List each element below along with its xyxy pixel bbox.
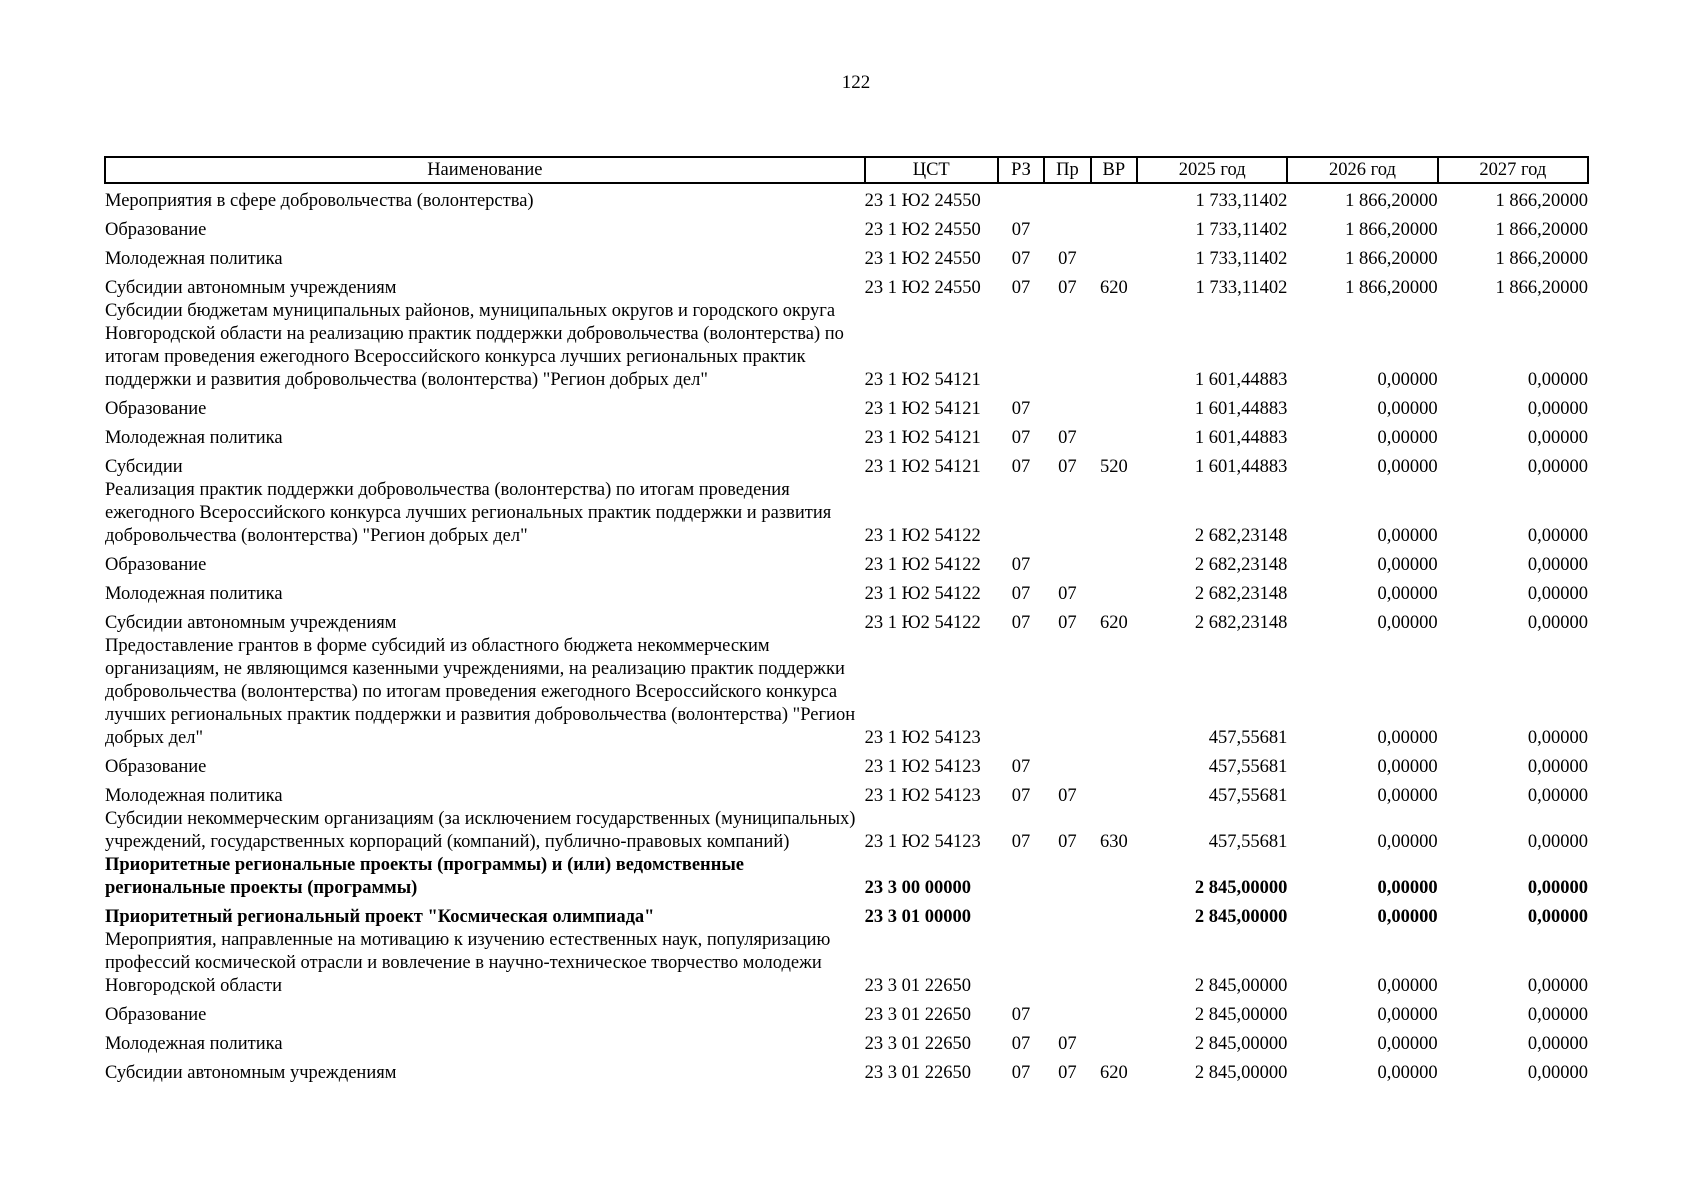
cell-2027: 0,00000 — [1527, 976, 1588, 996]
cell-rz: 07 — [1011, 1005, 1031, 1025]
cell-rz: 07 — [1011, 1034, 1031, 1054]
cell-2027: 0,00000 — [1527, 370, 1588, 390]
cell-2026: 0,00000 — [1377, 526, 1438, 546]
cell-vr — [1091, 929, 1137, 998]
table-row — [105, 392, 1588, 421]
cell-2025: 2 845,00000 — [1194, 907, 1288, 927]
cell-2025: 2 845,00000 — [1194, 976, 1288, 996]
table-row — [105, 779, 1588, 808]
cell-2026: 0,00000 — [1377, 832, 1438, 852]
cell-2026: 0,00000 — [1377, 399, 1438, 419]
cell-name: Образование — [105, 555, 207, 575]
cell-rz — [998, 929, 1044, 998]
cell-cst: 23 1 Ю2 24550 — [864, 191, 981, 211]
header-row — [105, 157, 1588, 183]
cell-cst: 23 3 01 00000 — [864, 907, 972, 927]
cell-cst: 23 1 Ю2 54121 — [864, 428, 981, 448]
cell-2027: 0,00000 — [1527, 878, 1588, 898]
cell-2026: 0,00000 — [1377, 1063, 1438, 1083]
table-row — [105, 479, 1588, 548]
cell-pr — [1044, 750, 1090, 779]
cell-2025: 457,55681 — [1208, 832, 1288, 852]
cell-rz — [998, 300, 1044, 392]
cell-pr — [1044, 854, 1090, 900]
table-row — [105, 271, 1588, 300]
cell-2027: 0,00000 — [1527, 526, 1588, 546]
header-2025: 2025 год — [1137, 157, 1287, 183]
cell-pr — [1044, 635, 1090, 750]
cell-cst: 23 1 Ю2 24550 — [864, 249, 981, 269]
cell-rz: 07 — [1011, 1063, 1031, 1083]
cell-2025: 1 733,11402 — [1195, 191, 1288, 211]
cell-2025: 2 845,00000 — [1194, 1063, 1288, 1083]
table-row — [105, 900, 1588, 929]
cell-vr — [1091, 998, 1137, 1027]
cell-cst: 23 1 Ю2 24550 — [864, 220, 981, 240]
cell-vr — [1091, 548, 1137, 577]
cell-2025: 457,55681 — [1208, 757, 1288, 777]
cell-pr — [1044, 392, 1090, 421]
cell-vr: 620 — [1099, 278, 1128, 298]
cell-name: Субсидии автономным учреждениям — [105, 1063, 397, 1083]
cell-2026: 1 866,20000 — [1345, 278, 1438, 298]
cell-rz: 07 — [1011, 278, 1031, 298]
cell-name: Мероприятия, направленные на мотивацию к изучению естественных наук, популяризацию профессий космической отрасли и вовлечение в научно-техническое творчество молодежи Новгородской области — [105, 930, 831, 996]
cell-rz: 07 — [1011, 457, 1031, 477]
cell-cst: 23 1 Ю2 54121 — [864, 457, 981, 477]
cell-name: Реализация практик поддержки добровольчества (волонтерства) по итогам проведения ежегодного Всероссийского конкурса лучших региональных практик поддержки и развития добровольчества (волонтерства) "Регион добрых дел" — [105, 480, 832, 546]
cell-cst: 23 1 Ю2 54123 — [864, 786, 981, 806]
cell-name: Субсидии некоммерческим организациям (за исключением государственных (муниципальных) учреждений, государственных корпораций (компаний), публично-правовых компаний) — [105, 809, 856, 852]
cell-pr — [1044, 900, 1090, 929]
cell-rz — [998, 479, 1044, 548]
header-2027: 2027 год — [1438, 157, 1588, 183]
cell-2025: 2 682,23148 — [1194, 613, 1288, 633]
cell-2027: 0,00000 — [1527, 786, 1588, 806]
cell-2025: 1 601,44883 — [1194, 428, 1288, 448]
cell-vr — [1091, 213, 1137, 242]
cell-pr: 07 — [1058, 832, 1077, 852]
cell-cst: 23 3 01 22650 — [864, 1034, 972, 1054]
header-2026: 2026 год — [1287, 157, 1437, 183]
cell-name: Субсидии бюджетам муниципальных районов, муниципальных округов и городского округа Новгородской области на реализацию практик поддержки добровольчества (волонтерства) по итогам проведения ежегодного Всероссийского конкурса лучших региональных практик поддержки и развития добровольчества (волонтерства) "Регион добрых дел" — [105, 301, 844, 390]
cell-2027: 0,00000 — [1527, 1063, 1588, 1083]
cell-cst: 23 3 01 22650 — [864, 1005, 972, 1025]
cell-rz: 07 — [1011, 832, 1031, 852]
cell-name: Молодежная политика — [105, 584, 283, 604]
cell-2027: 0,00000 — [1527, 728, 1588, 748]
cell-vr — [1091, 392, 1137, 421]
cell-pr: 07 — [1058, 786, 1077, 806]
cell-2027: 0,00000 — [1527, 1034, 1588, 1054]
table-row — [105, 242, 1588, 271]
cell-pr: 07 — [1058, 613, 1077, 633]
table-row — [105, 421, 1588, 450]
cell-rz: 07 — [1011, 584, 1031, 604]
cell-2027: 0,00000 — [1527, 457, 1588, 477]
cell-2027: 0,00000 — [1527, 584, 1588, 604]
cell-name: Субсидии автономным учреждениям — [105, 613, 397, 633]
cell-pr: 07 — [1058, 428, 1077, 448]
cell-2025: 1 601,44883 — [1194, 399, 1288, 419]
cell-name: Предоставление грантов в форме субсидий из областного бюджета некоммерческим организациям, не являющимся казенными учреждениями, на реализацию практик поддержки добровольчества (волонтерства) по итогам проведения ежегодного Всероссийского конкурса лучших региональных практик поддержки и развития добровольчества (волонтерства) "Регион добрых дел" — [105, 636, 856, 748]
cell-pr: 07 — [1058, 584, 1077, 604]
cell-pr: 07 — [1058, 1063, 1077, 1083]
cell-2027: 0,00000 — [1527, 907, 1588, 927]
cell-cst: 23 1 Ю2 54122 — [864, 584, 981, 604]
cell-vr: 630 — [1099, 832, 1128, 852]
cell-name: Молодежная политика — [105, 786, 283, 806]
table-row — [105, 577, 1588, 606]
cell-2026: 0,00000 — [1377, 757, 1438, 777]
cell-2026: 0,00000 — [1377, 555, 1438, 575]
cell-name: Субсидии автономным учреждениям — [105, 278, 397, 298]
cell-cst: 23 1 Ю2 24550 — [864, 278, 981, 298]
cell-2026: 0,00000 — [1377, 786, 1438, 806]
cell-name: Мероприятия в сфере добровольчества (волонтерства) — [105, 191, 534, 211]
cell-vr: 620 — [1099, 1063, 1128, 1083]
cell-name: Образование — [105, 757, 207, 777]
cell-2025: 1 733,11402 — [1195, 278, 1288, 298]
cell-name: Приоритетные региональные проекты (программы) и (или) ведомственные региональные проекты (программы) — [105, 855, 745, 898]
cell-rz: 07 — [1011, 220, 1031, 240]
cell-2026: 1 866,20000 — [1345, 220, 1438, 240]
cell-pr — [1044, 929, 1090, 998]
cell-2027: 1 866,20000 — [1495, 249, 1588, 269]
cell-rz: 07 — [1011, 613, 1031, 633]
cell-rz — [998, 183, 1044, 213]
cell-name: Приоритетный региональный проект "Космическая олимпиада" — [105, 907, 655, 927]
cell-name: Образование — [105, 1005, 207, 1025]
cell-cst: 23 1 Ю2 54122 — [864, 526, 981, 546]
cell-2025: 2 682,23148 — [1194, 584, 1288, 604]
cell-cst: 23 3 00 00000 — [864, 878, 972, 898]
header-pr: Пр — [1044, 157, 1090, 183]
cell-2027: 0,00000 — [1527, 1005, 1588, 1025]
cell-pr: 07 — [1058, 278, 1077, 298]
table-row — [105, 929, 1588, 998]
table-row — [105, 808, 1588, 854]
cell-pr — [1044, 300, 1090, 392]
cell-2026: 0,00000 — [1377, 728, 1438, 748]
cell-vr — [1091, 1027, 1137, 1056]
cell-vr: 620 — [1099, 613, 1128, 633]
cell-2026: 0,00000 — [1377, 907, 1438, 927]
table-row — [105, 998, 1588, 1027]
cell-2025: 457,55681 — [1208, 728, 1288, 748]
cell-cst: 23 3 01 22650 — [864, 976, 972, 996]
cell-2026: 0,00000 — [1377, 428, 1438, 448]
cell-2026: 0,00000 — [1377, 613, 1438, 633]
cell-2027: 0,00000 — [1527, 399, 1588, 419]
cell-vr — [1091, 421, 1137, 450]
cell-pr — [1044, 548, 1090, 577]
cell-cst: 23 1 Ю2 54121 — [864, 370, 981, 390]
cell-2025: 2 845,00000 — [1194, 1005, 1288, 1025]
header-rz: РЗ — [998, 157, 1044, 183]
cell-rz: 07 — [1011, 786, 1031, 806]
cell-cst: 23 1 Ю2 54121 — [864, 399, 981, 419]
cell-2027: 0,00000 — [1527, 428, 1588, 448]
cell-2026: 0,00000 — [1377, 584, 1438, 604]
cell-pr: 07 — [1058, 1034, 1077, 1054]
cell-name: Образование — [105, 399, 207, 419]
cell-2025: 1 733,11402 — [1195, 249, 1288, 269]
cell-pr — [1044, 213, 1090, 242]
page-number: 122 — [841, 72, 871, 93]
cell-2026: 1 866,20000 — [1345, 249, 1438, 269]
cell-2025: 2 682,23148 — [1194, 526, 1288, 546]
table-row — [105, 750, 1588, 779]
cell-2025: 1 601,44883 — [1194, 370, 1288, 390]
cell-2027: 1 866,20000 — [1495, 191, 1588, 211]
cell-cst: 23 1 Ю2 54123 — [864, 832, 981, 852]
cell-2026: 0,00000 — [1377, 1005, 1438, 1025]
cell-pr: 07 — [1058, 457, 1077, 477]
cell-vr: 520 — [1099, 457, 1128, 477]
cell-2027: 0,00000 — [1527, 613, 1588, 633]
cell-2027: 1 866,20000 — [1495, 220, 1588, 240]
cell-2027: 1 866,20000 — [1495, 278, 1588, 298]
cell-vr — [1091, 854, 1137, 900]
cell-2025: 457,55681 — [1208, 786, 1288, 806]
cell-2027: 0,00000 — [1527, 832, 1588, 852]
table-row — [105, 213, 1588, 242]
header-vr: ВР — [1091, 157, 1137, 183]
cell-rz — [998, 854, 1044, 900]
table-row — [105, 300, 1588, 392]
cell-rz — [998, 635, 1044, 750]
cell-2025: 2 845,00000 — [1194, 878, 1288, 898]
cell-vr — [1091, 183, 1137, 213]
cell-2025: 2 682,23148 — [1194, 555, 1288, 575]
cell-vr — [1091, 300, 1137, 392]
cell-2025: 2 845,00000 — [1194, 1034, 1288, 1054]
table-row — [105, 606, 1588, 635]
cell-rz: 07 — [1011, 399, 1031, 419]
cell-cst: 23 3 01 22650 — [864, 1063, 972, 1083]
header-cst: ЦСТ — [865, 157, 998, 183]
cell-pr — [1044, 479, 1090, 548]
cell-rz: 07 — [1011, 249, 1031, 269]
cell-rz: 07 — [1011, 757, 1031, 777]
cell-2027: 0,00000 — [1527, 757, 1588, 777]
table-row — [105, 1027, 1588, 1056]
cell-2026: 0,00000 — [1377, 878, 1438, 898]
table-row — [105, 1056, 1588, 1085]
cell-cst: 23 1 Ю2 54123 — [864, 757, 981, 777]
cell-2025: 1 601,44883 — [1194, 457, 1288, 477]
cell-cst: 23 1 Ю2 54122 — [864, 613, 981, 633]
cell-name: Образование — [105, 220, 207, 240]
cell-2026: 1 866,20000 — [1345, 191, 1438, 211]
table-body — [105, 183, 1588, 1085]
cell-name: Субсидии — [105, 457, 183, 477]
table-row — [105, 450, 1588, 479]
cell-2025: 1 733,11402 — [1195, 220, 1288, 240]
cell-vr — [1091, 242, 1137, 271]
header-name: Наименование — [105, 157, 865, 183]
cell-vr — [1091, 635, 1137, 750]
table-row — [105, 548, 1588, 577]
table-row — [105, 635, 1588, 750]
cell-pr: 07 — [1058, 249, 1077, 269]
cell-rz: 07 — [1011, 555, 1031, 575]
cell-2027: 0,00000 — [1527, 555, 1588, 575]
table-header — [105, 157, 1588, 183]
cell-2026: 0,00000 — [1377, 370, 1438, 390]
cell-vr — [1091, 750, 1137, 779]
cell-2026: 0,00000 — [1377, 976, 1438, 996]
cell-name: Молодежная политика — [105, 428, 283, 448]
cell-vr — [1091, 577, 1137, 606]
cell-pr — [1044, 998, 1090, 1027]
cell-rz: 07 — [1011, 428, 1031, 448]
cell-vr — [1091, 900, 1137, 929]
cell-rz — [998, 900, 1044, 929]
budget-table — [104, 156, 1589, 1085]
cell-name: Молодежная политика — [105, 249, 283, 269]
cell-pr — [1044, 183, 1090, 213]
cell-2026: 0,00000 — [1377, 1034, 1438, 1054]
cell-cst: 23 1 Ю2 54123 — [864, 728, 981, 748]
cell-vr — [1091, 479, 1137, 548]
table-row — [105, 854, 1588, 900]
table-row — [105, 183, 1588, 213]
cell-2026: 0,00000 — [1377, 457, 1438, 477]
cell-cst: 23 1 Ю2 54122 — [864, 555, 981, 575]
cell-name: Молодежная политика — [105, 1034, 283, 1054]
cell-vr — [1091, 779, 1137, 808]
